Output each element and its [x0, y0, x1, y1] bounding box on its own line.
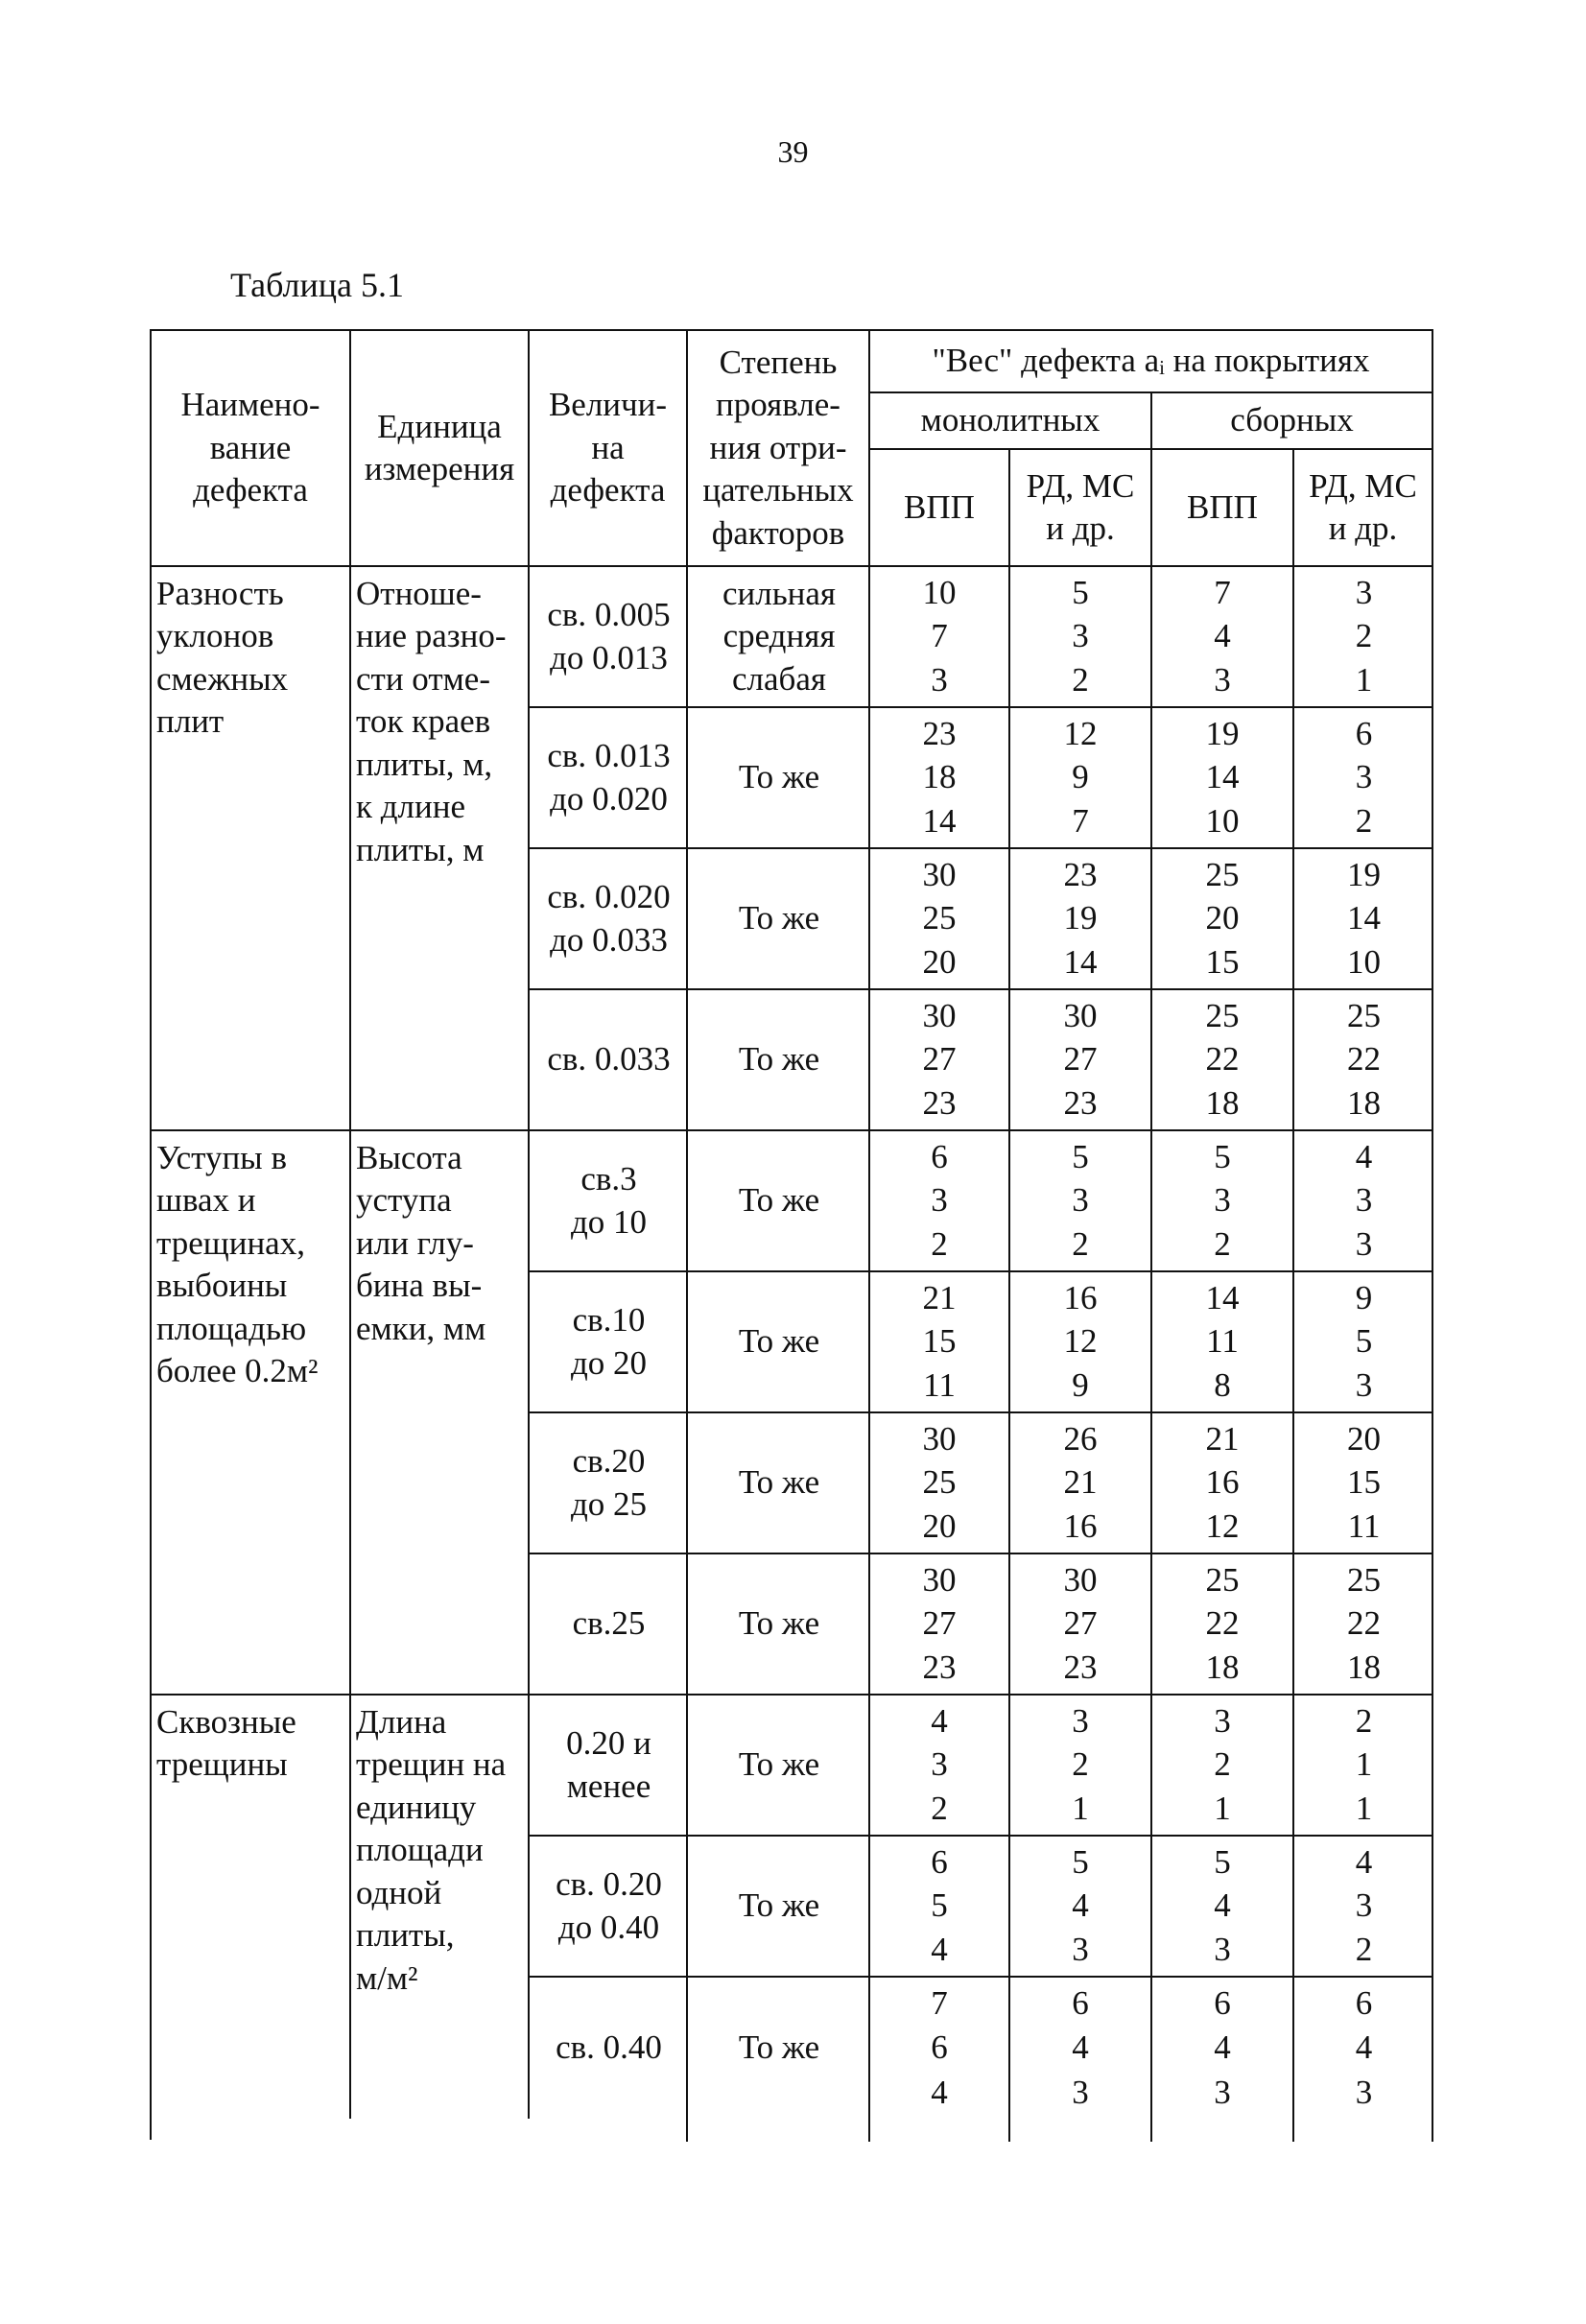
- weight-value: 23: [1063, 1083, 1098, 1122]
- defect-magnitude: св.3 до 10: [530, 1131, 688, 1272]
- weight-value: 3: [931, 1181, 948, 1220]
- weight-value: 1: [1355, 1789, 1373, 1827]
- weight-value: 25: [922, 899, 957, 937]
- header-magnitude: Величи- на дефекта: [530, 331, 688, 567]
- weight-value: 1: [1214, 1789, 1231, 1827]
- weight-value: 2: [1214, 1745, 1231, 1784]
- weight-value: 25: [1205, 855, 1240, 893]
- degree-of-factor: То же: [688, 1272, 870, 1413]
- weight-values-vpp-pref: [1152, 1554, 1294, 1696]
- page-number: 39: [777, 134, 809, 169]
- weight-value: 22: [1347, 1040, 1381, 1079]
- defect-magnitude: св. 0.20 до 0.40: [530, 1837, 688, 1978]
- weight-value: 5: [1214, 1842, 1231, 1881]
- weight-value: 3: [1355, 1886, 1373, 1925]
- weight-value: 2: [1072, 1224, 1089, 1263]
- weight-value: 5: [1072, 573, 1089, 611]
- weight-value: 4: [1214, 617, 1231, 655]
- weight-values-vpp-pref: [1152, 1131, 1294, 1272]
- weight-value: 21: [1063, 1463, 1098, 1502]
- weight-values-rd-pref: [1294, 1978, 1433, 2119]
- weight-value: 5: [1072, 1842, 1089, 1881]
- weight-values-vpp-pref: [1152, 1978, 1294, 2119]
- weight-value: 6: [931, 1137, 948, 1175]
- weight-values-rd-mono: [1010, 567, 1152, 708]
- defect-name: Уступы в швах и трещинах, выбоины площадью более 0.2м²: [152, 1131, 351, 1696]
- weight-values-vpp-pref: [1152, 1272, 1294, 1413]
- weight-value: 6: [1214, 1983, 1231, 2022]
- weight-values-rd-pref: [1294, 1413, 1433, 1554]
- weight-value: 18: [1205, 1648, 1240, 1686]
- weight-value: 20: [922, 942, 957, 981]
- weight-value: 14: [1205, 758, 1240, 796]
- weight-value: 16: [1063, 1278, 1098, 1316]
- unit-of-measure: Высота уступа или глу- бина вы- емки, мм: [351, 1131, 530, 1696]
- weight-value: 3: [1214, 1701, 1231, 1740]
- weight-value: 3: [931, 1745, 948, 1784]
- defect-magnitude: св. 0.033: [530, 990, 688, 1131]
- table-caption: Таблица 5.1: [230, 266, 404, 304]
- weight-value: 18: [1205, 1083, 1240, 1122]
- weight-value: 3: [1355, 2073, 1373, 2111]
- weight-value: 8: [1214, 1365, 1231, 1404]
- defect-magnitude: св.10 до 20: [530, 1272, 688, 1413]
- weight-value: 3: [931, 660, 948, 699]
- weight-value: 10: [922, 573, 957, 611]
- degree-of-factor: То же: [688, 1131, 870, 1272]
- weight-values-rd-mono: [1010, 849, 1152, 990]
- weight-value: 5: [1355, 1322, 1373, 1361]
- weight-value: 23: [922, 1083, 957, 1122]
- weight-value: 4: [1072, 1886, 1089, 1925]
- weight-values-rd-mono: [1010, 708, 1152, 849]
- weight-value: 15: [1205, 942, 1240, 981]
- weight-values-vpp-pref: [1152, 990, 1294, 1131]
- weight-value: 18: [1347, 1648, 1381, 1686]
- degree-of-factor: То же: [688, 1554, 870, 1696]
- weight-value: 5: [1072, 1137, 1089, 1175]
- weight-value: 19: [1205, 714, 1240, 752]
- weight-value: 30: [922, 996, 957, 1034]
- weight-value: 10: [1205, 801, 1240, 840]
- weight-value: 11: [1347, 1506, 1381, 1545]
- weight-value: 18: [1347, 1083, 1381, 1122]
- weight-value: 27: [1063, 1604, 1098, 1643]
- weight-value: 2: [931, 1789, 948, 1827]
- weight-value: 21: [922, 1278, 957, 1316]
- weight-value: 12: [1205, 1506, 1240, 1545]
- weight-values-rd-pref: [1294, 567, 1433, 708]
- weight-value: 22: [1205, 1604, 1240, 1643]
- weight-value: 22: [1347, 1604, 1381, 1643]
- weight-value: 25: [922, 1463, 957, 1502]
- weight-values-rd-mono: [1010, 1696, 1152, 1837]
- weight-value: 23: [1063, 855, 1098, 893]
- weight-value: 11: [1206, 1322, 1239, 1361]
- weight-value: 2: [1072, 660, 1089, 699]
- weight-values-vpp-pref: [1152, 1413, 1294, 1554]
- header-vpp-prefab: ВПП: [1152, 450, 1294, 567]
- degree-of-factor: То же: [688, 990, 870, 1131]
- degree-of-factor: То же: [688, 1837, 870, 1978]
- weight-values-vpp-pref: [1152, 1696, 1294, 1837]
- defect-magnitude: 0.20 и менее: [530, 1696, 688, 1837]
- weight-value: 7: [931, 617, 948, 655]
- header-rd-prefab: РД, МС и др.: [1294, 450, 1433, 567]
- defect-magnitude: св. 0.013 до 0.020: [530, 708, 688, 849]
- weight-values-rd-pref: [1294, 1272, 1433, 1413]
- weight-values-vpp-mono: [870, 1978, 1010, 2119]
- weight-value: 30: [1063, 996, 1098, 1034]
- weight-values-rd-pref: [1294, 1554, 1433, 1696]
- weight-value: 30: [922, 1419, 957, 1458]
- header-defect-name: Наимено- вание дефекта: [152, 331, 351, 567]
- weight-value: 4: [1072, 2028, 1089, 2067]
- weight-value: 4: [1355, 2028, 1373, 2067]
- weight-values-vpp-mono: [870, 1131, 1010, 1272]
- header-vpp-monolithic: ВПП: [870, 450, 1010, 567]
- degree-of-factor: То же: [688, 1413, 870, 1554]
- defect-magnitude: св. 0.40: [556, 2028, 662, 2067]
- weight-value: 27: [922, 1604, 957, 1643]
- weight-value: 3: [1072, 1930, 1089, 1968]
- weight-values-vpp-mono: [870, 990, 1010, 1131]
- weight-value: 7: [1072, 801, 1089, 840]
- weight-values-rd-mono: [1010, 1978, 1152, 2119]
- column-rule: [1432, 567, 1433, 2142]
- weight-value: 5: [931, 1886, 948, 1925]
- weight-value: 2: [1355, 1930, 1373, 1968]
- weight-value: 1: [1355, 660, 1373, 699]
- weight-value: 23: [922, 714, 957, 752]
- weight-values-vpp-pref: [1152, 1837, 1294, 1978]
- column-rule: [1150, 567, 1152, 2142]
- defect-weight-table: [150, 329, 1433, 2140]
- weight-value: 9: [1355, 1278, 1373, 1316]
- weight-values-rd-mono: [1010, 1272, 1152, 1413]
- weight-value: 15: [1347, 1463, 1381, 1502]
- weight-value: 30: [922, 855, 957, 893]
- weight-values-vpp-mono: [870, 567, 1010, 708]
- column-rule: [686, 567, 688, 2142]
- degree-of-factor: То же: [688, 849, 870, 990]
- weight-value: 3: [1214, 660, 1231, 699]
- weight-value: 3: [1072, 2073, 1089, 2111]
- defect-name: Разность уклонов смежных плит: [152, 567, 351, 1131]
- weight-value: 20: [1347, 1419, 1381, 1458]
- header-prefab: сборных: [1152, 393, 1433, 450]
- weight-values-vpp-pref: [1152, 708, 1294, 849]
- weight-values-rd-mono: [1010, 1554, 1152, 1696]
- weight-value: 4: [931, 2073, 948, 2111]
- weight-value: 2: [931, 1224, 948, 1263]
- weight-values-rd-mono: [1010, 1413, 1152, 1554]
- weight-value: 25: [1205, 1560, 1240, 1599]
- weight-value: 6: [931, 1842, 948, 1881]
- defect-magnitude: св. 0.020 до 0.033: [530, 849, 688, 990]
- weight-value: 6: [1355, 1983, 1373, 2022]
- weight-value: 2: [1072, 1745, 1089, 1784]
- weight-values-rd-pref: [1294, 1837, 1433, 1978]
- weight-value: 4: [931, 1701, 948, 1740]
- weight-value: 4: [1214, 1886, 1231, 1925]
- weight-value: 14: [1205, 1278, 1240, 1316]
- unit-of-measure: Длина трещин на единицу площади одной плиты, м/м²: [351, 1696, 530, 2119]
- weight-value: 27: [1063, 1040, 1098, 1079]
- weight-value: 3: [1214, 1181, 1231, 1220]
- weight-value: 20: [1205, 899, 1240, 937]
- weight-value: 27: [922, 1040, 957, 1079]
- weight-values-vpp-mono: [870, 1696, 1010, 1837]
- weight-value: 2: [1355, 617, 1373, 655]
- weight-values-vpp-mono: [870, 849, 1010, 990]
- weight-value: 23: [922, 1648, 957, 1686]
- weight-values-vpp-mono: [870, 1272, 1010, 1413]
- weight-values-rd-pref: [1294, 990, 1433, 1131]
- weight-values-rd-pref: [1294, 1696, 1433, 1837]
- column-rule: [1292, 567, 1294, 2142]
- weight-value: 3: [1355, 758, 1373, 796]
- column-rule: [868, 567, 870, 2142]
- weight-value: 2: [1355, 801, 1373, 840]
- weight-value: 3: [1355, 1365, 1373, 1404]
- header-monolithic: монолитных: [870, 393, 1152, 450]
- weight-value: 2: [1214, 1224, 1231, 1263]
- weight-value: 3: [1355, 1181, 1373, 1220]
- defect-name: Сквозные трещины: [152, 1696, 351, 2119]
- weight-value: 4: [1355, 1842, 1373, 1881]
- weight-value: 14: [922, 801, 957, 840]
- weight-value: 5: [1214, 1137, 1231, 1175]
- weight-value: 6: [1355, 714, 1373, 752]
- weight-value: 30: [1063, 1560, 1098, 1599]
- weight-value: 12: [1063, 1322, 1098, 1361]
- defect-magnitude: св.20 до 25: [530, 1413, 688, 1554]
- degree-of-factor: То же: [738, 2028, 820, 2067]
- weight-value: 3: [1072, 1181, 1089, 1220]
- weight-values-vpp-pref: [1152, 849, 1294, 990]
- header-rd-monolithic: РД, МС и др.: [1010, 450, 1152, 567]
- defect-magnitude: св.25: [530, 1554, 688, 1696]
- weight-value: 15: [922, 1322, 957, 1361]
- weight-values-rd-mono: [1010, 1837, 1152, 1978]
- weight-value: 16: [1205, 1463, 1240, 1502]
- weight-values-vpp-mono: [870, 1554, 1010, 1696]
- weight-value: 11: [923, 1365, 956, 1404]
- weight-values-rd-pref: [1294, 849, 1433, 990]
- weight-values-vpp-mono: [870, 1413, 1010, 1554]
- column-rule: [1008, 567, 1010, 2142]
- defect-magnitude: св. 0.005 до 0.013: [530, 567, 688, 708]
- weight-value: 6: [931, 2028, 948, 2067]
- weight-value: 2: [1355, 1701, 1373, 1740]
- weight-value: 14: [1063, 942, 1098, 981]
- weight-value: 14: [1347, 899, 1381, 937]
- weight-values-rd-pref: [1294, 708, 1433, 849]
- weight-value: 9: [1072, 1365, 1089, 1404]
- weight-value: 19: [1063, 899, 1098, 937]
- weight-value: 22: [1205, 1040, 1240, 1079]
- weight-value: 23: [1063, 1648, 1098, 1686]
- weight-value: 1: [1072, 1789, 1089, 1827]
- weight-value: 4: [1214, 2028, 1231, 2067]
- weight-value: 21: [1205, 1419, 1240, 1458]
- weight-values-vpp-mono: [870, 708, 1010, 849]
- weight-value: 30: [922, 1560, 957, 1599]
- weight-value: 6: [1072, 1983, 1089, 2022]
- weight-values-rd-mono: [1010, 990, 1152, 1131]
- weight-value: 3: [1072, 1701, 1089, 1740]
- weight-values-vpp-mono: [870, 1837, 1010, 1978]
- header-degree: Степень проявле- ния отри- цательных факторов: [688, 331, 870, 567]
- weight-values-rd-mono: [1010, 1131, 1152, 1272]
- degree-of-factor: сильная средняя слабая: [688, 567, 870, 708]
- header-unit: Единица измерения: [351, 331, 530, 567]
- weight-value: 26: [1063, 1419, 1098, 1458]
- weight-value: 25: [1347, 1560, 1381, 1599]
- weight-value: 25: [1205, 996, 1240, 1034]
- weight-values-rd-pref: [1294, 1131, 1433, 1272]
- weight-value: 10: [1347, 942, 1381, 981]
- header-defect-weight: "Вес" дефекта aᵢ на покрытиях: [870, 331, 1433, 393]
- weight-value: 7: [1214, 573, 1231, 611]
- weight-value: 4: [1355, 1137, 1373, 1175]
- weight-value: 25: [1347, 996, 1381, 1034]
- weight-values-vpp-pref: [1152, 567, 1294, 708]
- weight-value: 7: [931, 1983, 948, 2022]
- weight-value: 12: [1063, 714, 1098, 752]
- unit-of-measure: Отноше- ние разно- сти отме- ток краев плиты, м, к длине плиты, м: [351, 567, 530, 1131]
- weight-value: 3: [1355, 1224, 1373, 1263]
- weight-value: 3: [1072, 617, 1089, 655]
- weight-value: 19: [1347, 855, 1381, 893]
- weight-value: 4: [931, 1930, 948, 1968]
- weight-value: 3: [1214, 1930, 1231, 1968]
- weight-value: 3: [1355, 573, 1373, 611]
- weight-value: 16: [1063, 1506, 1098, 1545]
- weight-value: 3: [1214, 2073, 1231, 2111]
- weight-value: 20: [922, 1506, 957, 1545]
- weight-value: 9: [1072, 758, 1089, 796]
- degree-of-factor: То же: [688, 1696, 870, 1837]
- weight-value: 18: [922, 758, 957, 796]
- degree-of-factor: То же: [688, 708, 870, 849]
- weight-value: 1: [1355, 1745, 1373, 1784]
